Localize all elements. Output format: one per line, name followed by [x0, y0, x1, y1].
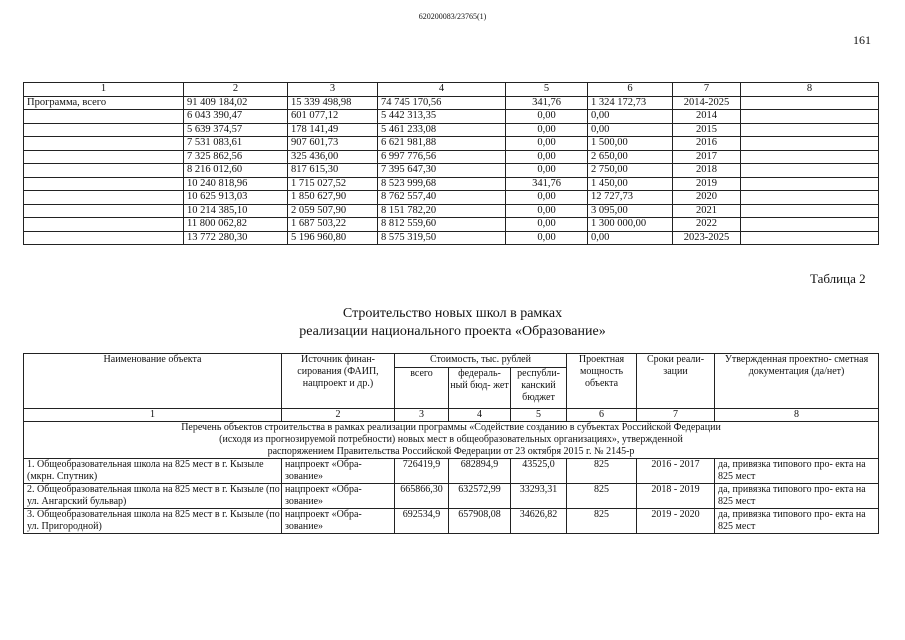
table-cell: 325 436,00 [288, 150, 378, 164]
table-row [24, 96, 879, 110]
cell-republic: 43525,0 [511, 459, 567, 484]
column-number-row [24, 409, 879, 422]
table-cell: 0,00 [506, 231, 588, 245]
table-cell: 1 300 000,00 [588, 218, 673, 232]
row-label [24, 123, 184, 137]
row-label [24, 150, 184, 164]
col-number: 3 [288, 83, 378, 97]
cell-approved: да, привязка типового про- екта на 825 мест [715, 459, 879, 484]
header-cost: Стоимость, тыс. рублей [395, 354, 567, 368]
table-row [24, 137, 879, 151]
table-row [24, 459, 879, 484]
table-row [24, 110, 879, 124]
header-approved: Утвержденная проектно- сметная документация (да/нет) [715, 354, 879, 409]
table-row [24, 191, 879, 205]
table-cell-empty [741, 137, 879, 151]
table-cell: 341,76 [506, 96, 588, 110]
cell-source: нацпроект «Обра- зование» [282, 459, 395, 484]
table-title-line: Строительство новых школ в рамках [342, 306, 563, 321]
table-cell: 0,00 [588, 123, 673, 137]
section-heading-line: (исходя из прогнозируемой потребности) новых мест в общеобразовательных организациях», утвержденной [219, 434, 683, 445]
cell-capacity: 825 [567, 509, 637, 534]
table-cell: 2022 [673, 218, 741, 232]
table-cell-empty [741, 191, 879, 205]
table-label: Таблица 2 [810, 271, 866, 286]
column-number-row [24, 83, 879, 97]
table-cell: 2018 [673, 164, 741, 178]
col-number: 5 [506, 83, 588, 97]
table-cell-empty [741, 177, 879, 191]
cell-total: 726419,9 [395, 459, 449, 484]
table-cell: 1 500,00 [588, 137, 673, 151]
table-cell: 907 601,73 [288, 137, 378, 151]
table-row [24, 484, 879, 509]
table-cell-empty [741, 218, 879, 232]
table-cell-empty [741, 204, 879, 218]
col-number: 7 [637, 409, 715, 422]
col-number: 2 [282, 409, 395, 422]
table-cell: 10 625 913,03 [184, 191, 288, 205]
table-cell-empty [741, 110, 879, 124]
table-cell: 2020 [673, 191, 741, 205]
table-cell: 8 575 319,50 [378, 231, 506, 245]
table-row [24, 164, 879, 178]
table-row [24, 204, 879, 218]
table-cell: 0,00 [506, 150, 588, 164]
table-cell: 0,00 [588, 110, 673, 124]
section-row [24, 422, 879, 459]
header-name: Наименование объекта [24, 354, 282, 409]
table-cell: 1 715 027,52 [288, 177, 378, 191]
row-label [24, 191, 184, 205]
table-cell: 341,76 [506, 177, 588, 191]
col-number: 6 [588, 83, 673, 97]
table-cell: 2 650,00 [588, 150, 673, 164]
table-cell: 1 450,00 [588, 177, 673, 191]
cell-name: 2. Общеобразовательная школа на 825 мест в г. Кызыле (по ул. Ангарский бульвар) [24, 484, 282, 509]
col-number: 8 [715, 409, 879, 422]
table-cell: 0,00 [506, 164, 588, 178]
row-label [24, 110, 184, 124]
header-total: всего [395, 368, 449, 409]
table-cell-empty [741, 231, 879, 245]
table-row [24, 218, 879, 232]
col-number: 7 [673, 83, 741, 97]
table-cell-empty [741, 150, 879, 164]
table-cell: 13 772 280,30 [184, 231, 288, 245]
header-federal: федераль- ный бюд- жет [449, 368, 511, 409]
table-cell: 601 077,12 [288, 110, 378, 124]
table-cell: 1 324 172,73 [588, 96, 673, 110]
document-code: 620200083/23765(1) [418, 12, 487, 21]
schools-construction-table [23, 353, 879, 534]
cell-approved: да, привязка типового про- екта на 825 мест [715, 484, 879, 509]
table-cell-empty [741, 123, 879, 137]
cell-republic: 34626,82 [511, 509, 567, 534]
table-cell: 0,00 [506, 191, 588, 205]
col-number: 6 [567, 409, 637, 422]
cell-terms: 2018 - 2019 [637, 484, 715, 509]
table-cell: 8 216 012,60 [184, 164, 288, 178]
table-cell: 5 461 233,08 [378, 123, 506, 137]
cell-total: 692534,9 [395, 509, 449, 534]
table-cell: 6 997 776,56 [378, 150, 506, 164]
program-funding-table [23, 82, 879, 245]
table-cell: 8 523 999,68 [378, 177, 506, 191]
table-title [0, 305, 905, 341]
table-cell: 817 615,30 [288, 164, 378, 178]
table-row [24, 123, 879, 137]
col-number: 4 [378, 83, 506, 97]
table-cell-empty [741, 96, 879, 110]
table-row [24, 150, 879, 164]
cell-total: 665866,30 [395, 484, 449, 509]
table-cell: 8 812 559,60 [378, 218, 506, 232]
header-republic: республи- канский бюджет [511, 368, 567, 409]
table-cell: 0,00 [506, 110, 588, 124]
col-number: 3 [395, 409, 449, 422]
cell-terms: 2019 - 2020 [637, 509, 715, 534]
table-cell: 5 639 374,57 [184, 123, 288, 137]
cell-name: 3. Общеобразовательная школа на 825 мест в г. Кызыле (по ул. Пригородной) [24, 509, 282, 534]
table-cell: 6 043 390,47 [184, 110, 288, 124]
table-cell: 8 762 557,40 [378, 191, 506, 205]
row-label [24, 137, 184, 151]
row-label [24, 231, 184, 245]
table-cell: 12 727,73 [588, 191, 673, 205]
col-number: 8 [741, 83, 879, 97]
cell-federal: 682894,9 [449, 459, 511, 484]
table-cell: 2 059 507,90 [288, 204, 378, 218]
table-cell: 0,00 [506, 218, 588, 232]
table-cell: 0,00 [506, 137, 588, 151]
cell-federal: 632572,99 [449, 484, 511, 509]
table-cell: 2023-2025 [673, 231, 741, 245]
cell-source: нацпроект «Обра- зование» [282, 484, 395, 509]
table-row [24, 509, 879, 534]
table-cell: 7 531 083,61 [184, 137, 288, 151]
table-cell: 2017 [673, 150, 741, 164]
table-cell: 178 141,49 [288, 123, 378, 137]
table-cell: 5 442 313,35 [378, 110, 506, 124]
table-cell: 2016 [673, 137, 741, 151]
row-label [24, 218, 184, 232]
table-cell: 2019 [673, 177, 741, 191]
table-cell: 2014 [673, 110, 741, 124]
col-number: 1 [24, 83, 184, 97]
cell-republic: 33293,31 [511, 484, 567, 509]
cell-source: нацпроект «Обра- зование» [282, 509, 395, 534]
table-cell: 6 621 981,88 [378, 137, 506, 151]
table-cell: 74 745 170,56 [378, 96, 506, 110]
table-cell: 91 409 184,02 [184, 96, 288, 110]
table-row [24, 177, 879, 191]
table-cell: 8 151 782,20 [378, 204, 506, 218]
table-cell: 0,00 [506, 123, 588, 137]
table-cell: 10 240 818,96 [184, 177, 288, 191]
col-number: 4 [449, 409, 511, 422]
table-cell: 3 095,00 [588, 204, 673, 218]
table-cell: 2 750,00 [588, 164, 673, 178]
cell-approved: да, привязка типового про- екта на 825 мест [715, 509, 879, 534]
table-cell: 2015 [673, 123, 741, 137]
table-cell: 11 800 062,82 [184, 218, 288, 232]
header-capacity: Проектная мощность объекта [567, 354, 637, 409]
col-number: 5 [511, 409, 567, 422]
cell-federal: 657908,08 [449, 509, 511, 534]
table-cell: 1 687 503,22 [288, 218, 378, 232]
header-terms: Сроки реали- зации [637, 354, 715, 409]
cell-terms: 2016 - 2017 [637, 459, 715, 484]
row-label [24, 204, 184, 218]
page-number: 161 [853, 33, 871, 47]
table-cell: 2014-2025 [673, 96, 741, 110]
table-cell: 2021 [673, 204, 741, 218]
row-label [24, 164, 184, 178]
table-cell: 5 196 960,80 [288, 231, 378, 245]
row-label: Программа, всего [24, 96, 184, 110]
cell-name: 1. Общеобразовательная школа на 825 мест в г. Кызыле (мкрн. Спутник) [24, 459, 282, 484]
col-number: 2 [184, 83, 288, 97]
section-heading-line: распоряжением Правительства Российской Федерации от 23 октября 2015 г. № 2145-р [267, 446, 635, 457]
row-label [24, 177, 184, 191]
table-cell: 7 395 647,30 [378, 164, 506, 178]
section-heading-line: Перечень объектов строительства в рамках реализации программы «Содействие созданию в субъектах Российской Федерации [181, 422, 721, 433]
table-cell: 1 850 627,90 [288, 191, 378, 205]
section-heading [24, 422, 879, 459]
table-cell: 15 339 498,98 [288, 96, 378, 110]
table-cell: 0,00 [506, 204, 588, 218]
header-source: Источник финан- сирования (ФАИП, нацпроект и др.) [282, 354, 395, 409]
table-cell-empty [741, 164, 879, 178]
table-title-line: реализации национального проекта «Образование» [299, 324, 606, 339]
cell-capacity: 825 [567, 484, 637, 509]
table-cell: 7 325 862,56 [184, 150, 288, 164]
col-number: 1 [24, 409, 282, 422]
table-cell: 0,00 [588, 231, 673, 245]
cell-capacity: 825 [567, 459, 637, 484]
table-cell: 10 214 385,10 [184, 204, 288, 218]
header-row [24, 354, 879, 368]
table-row [24, 231, 879, 245]
